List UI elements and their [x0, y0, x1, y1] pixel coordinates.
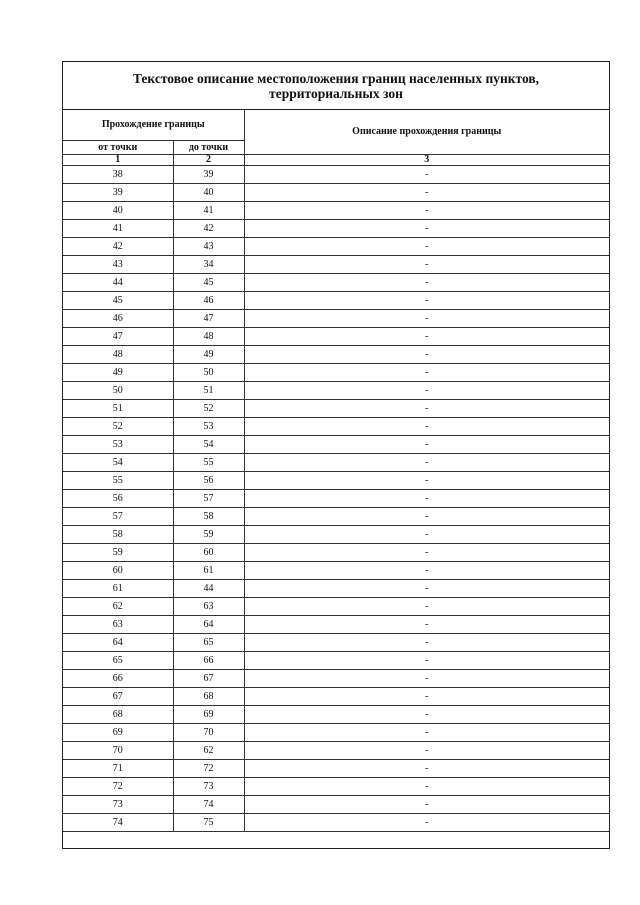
description-cell: -: [244, 742, 609, 760]
column-number-3: 3: [244, 155, 609, 166]
to-point-cell: 73: [173, 778, 244, 796]
to-point-cell: 39: [173, 166, 244, 184]
column-number-2: 2: [173, 155, 244, 166]
description-cell: -: [244, 346, 609, 364]
to-point-cell: 60: [173, 544, 244, 562]
table-row: [63, 490, 609, 508]
table-row: [63, 598, 609, 616]
from-point-cell: 60: [63, 562, 173, 580]
description-cell: -: [244, 688, 609, 706]
from-point-cell: 68: [63, 706, 173, 724]
to-point-cell: 55: [173, 454, 244, 472]
table-row: [63, 508, 609, 526]
from-point-cell: 55: [63, 472, 173, 490]
to-point-cell: 62: [173, 742, 244, 760]
from-point-cell: 71: [63, 760, 173, 778]
table-row: [63, 220, 609, 238]
header-to-point: до точки: [173, 141, 244, 155]
description-cell: -: [244, 706, 609, 724]
table-row: [63, 454, 609, 472]
from-point-cell: 63: [63, 616, 173, 634]
to-point-cell: 72: [173, 760, 244, 778]
table-row: [63, 292, 609, 310]
from-point-cell: 69: [63, 724, 173, 742]
description-cell: -: [244, 634, 609, 652]
description-cell: -: [244, 652, 609, 670]
to-point-cell: 54: [173, 436, 244, 454]
to-point-cell: 68: [173, 688, 244, 706]
description-cell: -: [244, 472, 609, 490]
description-cell: -: [244, 382, 609, 400]
from-point-cell: 40: [63, 202, 173, 220]
table-row: [63, 310, 609, 328]
table-row: [63, 274, 609, 292]
column-number-row: [63, 155, 609, 166]
from-point-cell: 54: [63, 454, 173, 472]
table-row: [63, 580, 609, 598]
table-row: [63, 670, 609, 688]
from-point-cell: 62: [63, 598, 173, 616]
to-point-cell: 34: [173, 256, 244, 274]
to-point-cell: 50: [173, 364, 244, 382]
description-cell: -: [244, 400, 609, 418]
description-cell: -: [244, 184, 609, 202]
from-point-cell: 44: [63, 274, 173, 292]
to-point-cell: 48: [173, 328, 244, 346]
from-point-cell: 42: [63, 238, 173, 256]
description-cell: -: [244, 760, 609, 778]
description-cell: -: [244, 202, 609, 220]
column-number-1: 1: [63, 155, 173, 166]
table-row: [63, 256, 609, 274]
description-cell: -: [244, 292, 609, 310]
description-cell: -: [244, 778, 609, 796]
to-point-cell: 43: [173, 238, 244, 256]
from-point-cell: 56: [63, 490, 173, 508]
description-cell: -: [244, 724, 609, 742]
table-row: [63, 382, 609, 400]
to-point-cell: 52: [173, 400, 244, 418]
from-point-cell: 53: [63, 436, 173, 454]
table-row: [63, 202, 609, 220]
table-row: [63, 652, 609, 670]
from-point-cell: 46: [63, 310, 173, 328]
to-point-cell: 70: [173, 724, 244, 742]
from-point-cell: 70: [63, 742, 173, 760]
description-cell: -: [244, 796, 609, 814]
from-point-cell: 59: [63, 544, 173, 562]
description-cell: -: [244, 526, 609, 544]
header-from-point: от точки: [63, 141, 173, 155]
to-point-cell: 67: [173, 670, 244, 688]
title-line-2: территориальных зон: [269, 85, 403, 101]
table-row: [63, 796, 609, 814]
to-point-cell: 53: [173, 418, 244, 436]
table-row: [63, 742, 609, 760]
description-cell: -: [244, 562, 609, 580]
table-row: [63, 706, 609, 724]
table-row: [63, 760, 609, 778]
table-row: [63, 184, 609, 202]
header-row-1: [63, 110, 609, 141]
to-point-cell: 74: [173, 796, 244, 814]
from-point-cell: 51: [63, 400, 173, 418]
description-cell: -: [244, 544, 609, 562]
to-point-cell: 69: [173, 706, 244, 724]
from-point-cell: 65: [63, 652, 173, 670]
description-cell: -: [244, 490, 609, 508]
to-point-cell: 42: [173, 220, 244, 238]
from-point-cell: 52: [63, 418, 173, 436]
from-point-cell: 50: [63, 382, 173, 400]
to-point-cell: 65: [173, 634, 244, 652]
table-row: [63, 544, 609, 562]
description-cell: -: [244, 418, 609, 436]
table-row: [63, 346, 609, 364]
description-cell: -: [244, 238, 609, 256]
document-title: [63, 62, 609, 110]
description-cell: -: [244, 616, 609, 634]
from-point-cell: 43: [63, 256, 173, 274]
from-point-cell: 66: [63, 670, 173, 688]
to-point-cell: 63: [173, 598, 244, 616]
to-point-cell: 66: [173, 652, 244, 670]
table-row: [63, 328, 609, 346]
from-point-cell: 73: [63, 796, 173, 814]
table-row: [63, 364, 609, 382]
description-cell: -: [244, 670, 609, 688]
title-line-1: Текстовое описание местоположения границ населенных пунктов,: [132, 70, 540, 86]
table-row: [63, 616, 609, 634]
description-cell: -: [244, 166, 609, 184]
to-point-cell: 58: [173, 508, 244, 526]
from-point-cell: 64: [63, 634, 173, 652]
table-row: [63, 526, 609, 544]
to-point-cell: 40: [173, 184, 244, 202]
from-point-cell: 39: [63, 184, 173, 202]
to-point-cell: 51: [173, 382, 244, 400]
description-cell: -: [244, 598, 609, 616]
table-row: [63, 724, 609, 742]
boundary-description-table-frame: [62, 61, 610, 849]
to-point-cell: 47: [173, 310, 244, 328]
from-point-cell: 48: [63, 346, 173, 364]
table-row: [63, 400, 609, 418]
to-point-cell: 56: [173, 472, 244, 490]
description-cell: -: [244, 220, 609, 238]
from-point-cell: 38: [63, 166, 173, 184]
description-cell: -: [244, 274, 609, 292]
header-boundary-description: Описание прохождения границы: [244, 110, 609, 155]
from-point-cell: 67: [63, 688, 173, 706]
description-cell: -: [244, 364, 609, 382]
table-row: [63, 418, 609, 436]
to-point-cell: 44: [173, 580, 244, 598]
from-point-cell: 41: [63, 220, 173, 238]
table-row: [63, 166, 609, 184]
to-point-cell: 61: [173, 562, 244, 580]
description-cell: -: [244, 814, 609, 832]
description-cell: -: [244, 580, 609, 598]
from-point-cell: 72: [63, 778, 173, 796]
to-point-cell: 49: [173, 346, 244, 364]
header-boundary-passage: Прохождение границы: [63, 110, 244, 141]
table-row: [63, 238, 609, 256]
table-row: [63, 472, 609, 490]
from-point-cell: 57: [63, 508, 173, 526]
table-row: [63, 778, 609, 796]
from-point-cell: 74: [63, 814, 173, 832]
boundary-points-table: [63, 110, 609, 832]
table-row: [63, 634, 609, 652]
from-point-cell: 49: [63, 364, 173, 382]
to-point-cell: 75: [173, 814, 244, 832]
description-cell: -: [244, 310, 609, 328]
from-point-cell: 45: [63, 292, 173, 310]
to-point-cell: 41: [173, 202, 244, 220]
to-point-cell: 64: [173, 616, 244, 634]
description-cell: -: [244, 508, 609, 526]
description-cell: -: [244, 454, 609, 472]
to-point-cell: 45: [173, 274, 244, 292]
to-point-cell: 46: [173, 292, 244, 310]
description-cell: -: [244, 436, 609, 454]
from-point-cell: 61: [63, 580, 173, 598]
to-point-cell: 59: [173, 526, 244, 544]
description-cell: -: [244, 256, 609, 274]
table-row: [63, 814, 609, 832]
from-point-cell: 47: [63, 328, 173, 346]
table-row: [63, 436, 609, 454]
from-point-cell: 58: [63, 526, 173, 544]
table-row: [63, 688, 609, 706]
to-point-cell: 57: [173, 490, 244, 508]
description-cell: -: [244, 328, 609, 346]
table-row: [63, 562, 609, 580]
